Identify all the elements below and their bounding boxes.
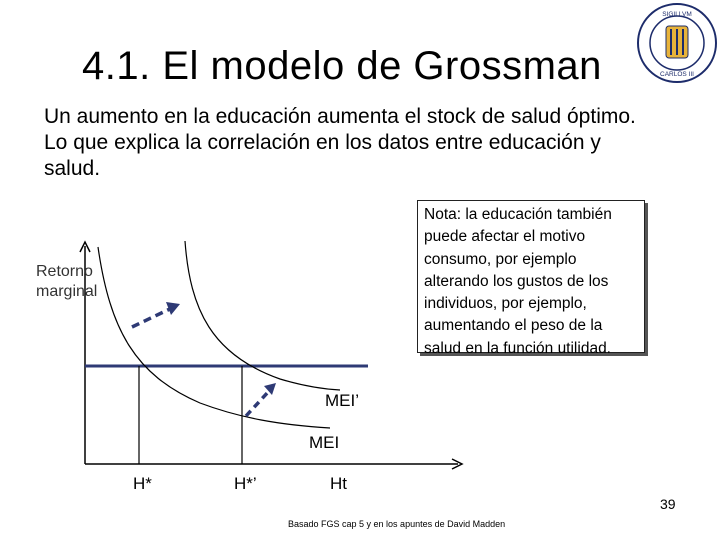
- x-axis-label: Ht: [330, 474, 347, 493]
- y-axis-label-line2: marginal: [36, 283, 98, 300]
- footer-citation: Basado FGS cap 5 y en los apuntes de David Madden: [288, 519, 506, 529]
- h-star-shifted-label: H*’: [234, 474, 257, 493]
- mei-curve: [98, 247, 330, 428]
- y-axis-label: [36, 262, 97, 302]
- shift-arrow-upper: [132, 307, 174, 327]
- svg-text:CARLOS III: CARLOS III: [660, 71, 694, 78]
- page-number: 39: [660, 496, 676, 512]
- slide-body-text: Un aumento en la educación aumenta el stock de salud óptimo. Lo que explica la correlación en los datos entre educación y salud.: [44, 105, 636, 180]
- svg-text:SIGILLVM: SIGILLVM: [662, 11, 692, 18]
- y-axis-label-line1: Retorno: [36, 263, 93, 280]
- mei-shifted-label: MEI’: [325, 391, 359, 410]
- mei-label: MEI: [309, 433, 340, 452]
- mei-shifted-curve: [185, 241, 340, 390]
- h-star-label: H*: [133, 474, 152, 493]
- slide-title: 4.1. El modelo de Grossman: [82, 44, 602, 88]
- shift-arrow-lower: [246, 390, 270, 416]
- note-box: Nota: la educación también puede afectar el motivo consumo, por ejemplo alterando los gustos de los individuos, por ejemplo, aumentando el peso de la salud en la función utilidad.: [417, 200, 645, 353]
